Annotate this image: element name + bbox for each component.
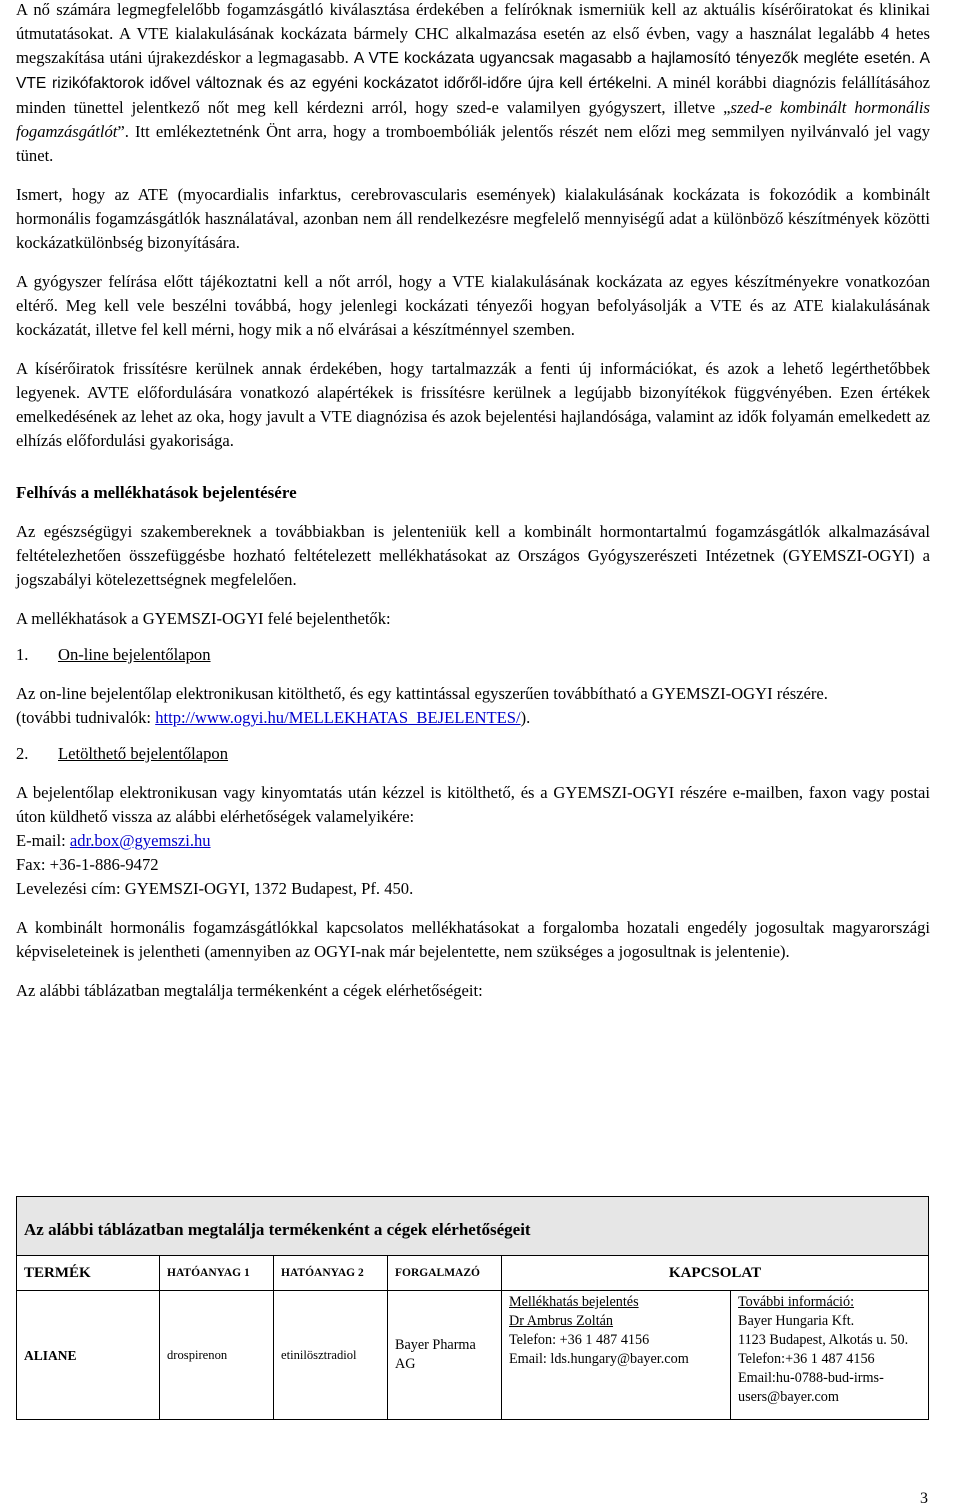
paragraph-ate-risk: Ismert, hogy az ATE (myocardialis infarktus, cerebrovascularis események) kialakulásának kockázata is fokozódik a kombinált hormonális fogamzásgátlók használatával, azonban nem áll rendelkezésre megfelelő mennyiségű adat a különböző készítmények közötti kockázatkülönbség bizonyítására. [16,185,930,252]
header-active1: HATÓANYAG 1 [160,1256,274,1291]
table-title: Az alábbi táblázatban megtalálja termékenként a cégek elérhetőségeit [17,1197,929,1256]
table-row [17,1291,929,1420]
list-item-title: Letölthető bejelentőlapon [58,744,229,763]
paragraph-table-intro: Az alábbi táblázatban megtalálja termékenként a cégek elérhetőségeit: [16,981,483,1000]
paragraph-online-form: Az on-line bejelentőlap elektronikusan kitölthető, és egy kattintással egyszerűen továbbítható a GYEMSZI-OGYI részére. (további tudnivalók: http://www.ogyi.hu/MELLEKHATAS_BEJELENTES/). [16,684,828,727]
paragraph-reporting-lead: A mellékhatások a GYEMSZI-OGYI felé bejelenthetők: [16,609,391,628]
header-contact: KAPCSOLAT [502,1256,929,1291]
cell-active1: drospirenon [160,1291,274,1420]
table-header-row [17,1256,929,1291]
header-distributor: FORGALMAZÓ [388,1256,502,1291]
cell-contact-adverse: Mellékhatás bejelentés Dr Ambrus Zoltán Telefon: +36 1 487 4156 Email: lds.hungary@bayer.com [502,1291,731,1420]
contact-table [16,1196,929,1420]
paragraph-license-holders: A kombinált hormonális fogamzásgátlókkal kapcsolatos mellékhatásokat a forgalomba hozatali engedély jogosultak magyarországi képviseleteinek is jelentheti (amennyiben az OGYI-nak már bejelentette, nem szükséges a jogosultnak is jelentenie). [16,918,930,961]
ogyi-report-link[interactable]: http://www.ogyi.hu/MELLEKHATAS_BEJELENTES/ [155,708,521,727]
header-active2: HATÓANYAG 2 [274,1256,388,1291]
document-page [16,0,930,1405]
cell-product: ALIANE [17,1291,160,1420]
postal-address: Levelezési cím: GYEMSZI-OGYI, 1372 Budapest, Pf. 450. [16,879,414,898]
paragraph-leaflet-update: A kísérőiratok frissítésre kerülnek annak érdekében, hogy tartalmazzák a fenti új információkat, és azok a lehető legérthetőbbek legyenek. AVTE előfordulására vonatkozó alapértékek is frissítésre kerülnek a legújabb bizonyítékok függvényében. Ezen értékek emelkedésének az lehet az oka, hogy javult a VTE diagnózisa és azok bejelentési hajlandósága, valamint az idők folyamán emelkedett az elhízás előfordulási gyakorisága. [16,359,930,450]
list-item-title: On-line bejelentőlapon [58,645,211,664]
section-heading: Felhívás a mellékhatások bejelentésére [16,483,297,502]
list-item-online: 1. On-line bejelentőlapon [16,643,930,667]
paragraph-vte-risk: A nő számára legmegfelelőbb fogamzásgátló kiválasztása érdekében a felíróknak ismerniük kell az aktuális kísérőiratokat és klinikai útmutatásokat. A VTE kialakulásának kockázata bármely CHC alkalmazása esetén az első évben, vagy a használat legalább 4 hetes megszakítása utáni újrakezdéskor a legmagasabb. A VTE kockázata ugyancsak magasabb a hajlamosító tényezők megléte esetén. A VTE rizikófaktorok idővel változnak és az egyéni kockázatot időről-időre újra kell értékelni. A minél korábbi diagnózis felállításához minden tünettel jelentkező nőt meg kell kérdezni arról, hogy szed-e valamilyen gyógyszert, illetve „szed-e kombinált hormonális fogamzásgátlót”. Itt emlékeztetnénk Önt arra, hogy a tromboembóliák jelentős részét nem előzi meg semmilyen nyilvánvaló jel vagy tünet. [16,0,930,165]
cell-distributor: Bayer Pharma AG [388,1291,502,1420]
italic-phrase: szed-e kombinált hormonális fogamzásgátlót [16,98,930,141]
paragraph-prescribing: A gyógyszer felírása előtt tájékoztatni kell a nőt arról, hogy a VTE kialakulásának kockázata az egyes készítményekre vonatkozóan eltérő. Meg kell vele beszélni továbbá, hogy jelenlegi kockázati tényezői hogyan befolyásolják a VTE és az ATE kialakulásának kockázatát, illetve fel kell mérni, hogy mik a nő elvárásai a készítménnyel szemben. [16,272,930,339]
cell-active2: etinilösztradiol [274,1291,388,1420]
cell-contact-info: További információ: Bayer Hungaria Kft. 1123 Budapest, Alkotás u. 50. Telefon:+36 1 487 4156 Email:hu-0788-bud-irms-users@bayer.com [731,1291,929,1420]
paragraph-downloadable-form: A bejelentőlap elektronikusan vagy kinyomtatás után kézzel is kitölthető, és a GYEMSZI-OGYI részére e-mailben, faxon vagy postai úton küldhető vissza az alábbi elérhetőségek valamelyikére: E-mail: adr.box@gyemszi.hu Fax: +36-1-886-9472 Levelezési cím: GYEMSZI-OGYI, 1372 Budapest, Pf. 450. [16,783,930,898]
fax-number: Fax: +36-1-886-9472 [16,855,159,874]
email-link[interactable]: adr.box@gyemszi.hu [69,831,211,850]
header-product: TERMÉK [17,1256,160,1291]
paragraph-reporting-intro: Az egészségügyi szakembereknek a továbbiakban is jelenteniük kell a kombinált hormontartalmú fogamzásgátlók alkalmazásával feltételezhetően összefüggésbe hozható feltételezett mellékhatásokat az Országos Gyógyszerészeti Intézetnek (GYEMSZI-OGYI) a jogszabályi kötelezettségnek megfelelően. [16,522,930,589]
list-item-downloadable: 2. Letölthető bejelentőlapon [16,742,930,766]
page-number: 3 [920,1490,928,1507]
